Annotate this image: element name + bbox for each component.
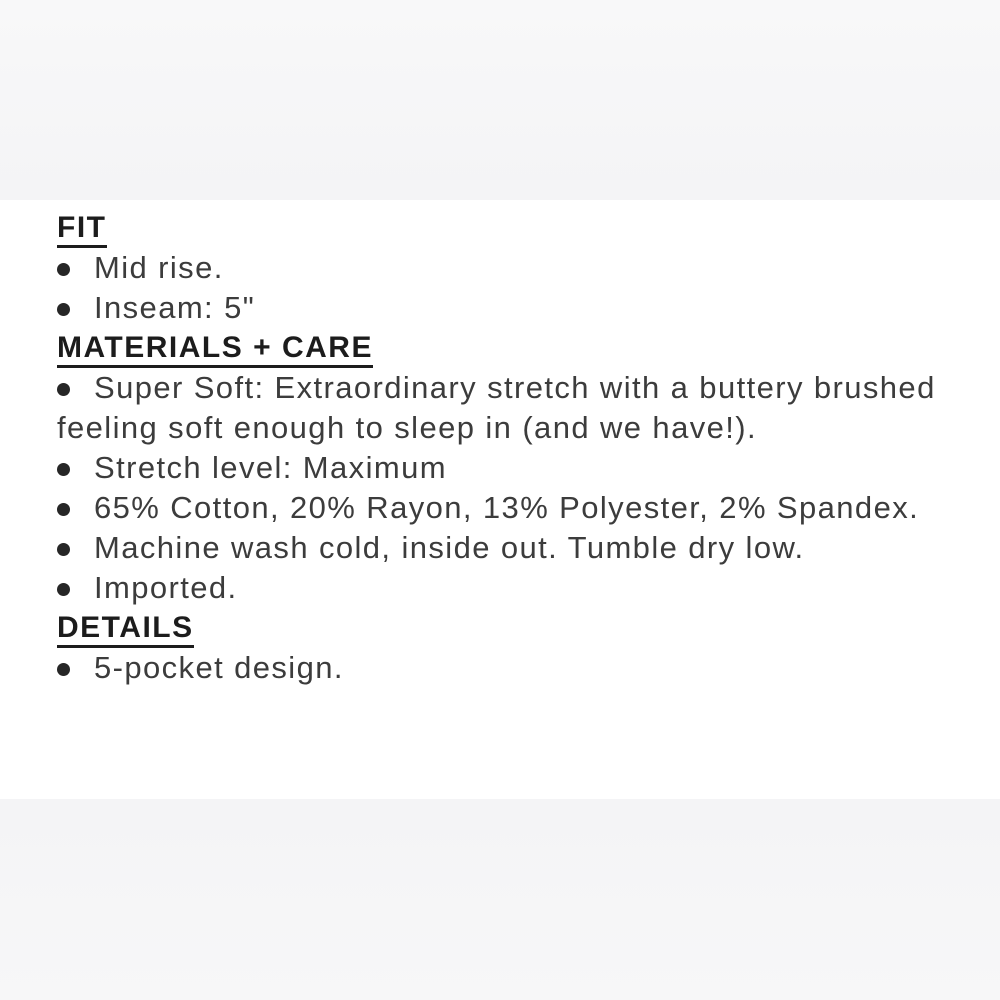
top-letterbox-band xyxy=(0,0,1000,200)
bullet-item xyxy=(57,248,942,288)
bullet-icon xyxy=(57,383,70,396)
bullet-item-text: Super Soft: Extraordinary stretch with a buttery brushed feeling soft enough to sleep in (and we have!). xyxy=(57,370,936,445)
product-details-content xyxy=(0,200,1000,799)
bullet-list xyxy=(57,648,942,688)
bullet-item xyxy=(57,648,942,688)
bullet-item-text: Imported. xyxy=(94,570,238,605)
bullet-item-text: 5-pocket design. xyxy=(94,650,344,685)
bullet-item xyxy=(57,528,942,568)
details-section xyxy=(57,608,942,688)
bullet-item-text: Stretch level: Maximum xyxy=(94,450,447,485)
bullet-item-text: Machine wash cold, inside out. Tumble dry low. xyxy=(94,530,805,565)
section-heading-text: DETAILS xyxy=(57,611,194,648)
bullet-item xyxy=(57,288,942,328)
bullet-item-text: Mid rise. xyxy=(94,250,224,285)
details-section xyxy=(57,208,942,328)
section-heading xyxy=(57,328,942,368)
bullet-item xyxy=(57,488,942,528)
bullet-icon xyxy=(57,663,70,676)
bullet-item xyxy=(57,568,942,608)
bullet-list xyxy=(57,248,942,328)
bullet-icon xyxy=(57,583,70,596)
bullet-item-text: Inseam: 5" xyxy=(94,290,256,325)
bullet-list xyxy=(57,368,942,608)
bottom-letterbox-band xyxy=(0,799,1000,1000)
bullet-item xyxy=(57,448,942,488)
details-section xyxy=(57,328,942,608)
bullet-icon xyxy=(57,303,70,316)
section-heading-text: MATERIALS + CARE xyxy=(57,331,373,368)
bullet-item-text: 65% Cotton, 20% Rayon, 13% Polyester, 2% Spandex. xyxy=(94,490,920,525)
bullet-icon xyxy=(57,503,70,516)
section-heading-text: FIT xyxy=(57,211,107,248)
section-heading xyxy=(57,208,942,248)
section-heading xyxy=(57,608,942,648)
bullet-icon xyxy=(57,463,70,476)
bullet-icon xyxy=(57,263,70,276)
bullet-icon xyxy=(57,543,70,556)
bullet-item xyxy=(57,368,942,448)
